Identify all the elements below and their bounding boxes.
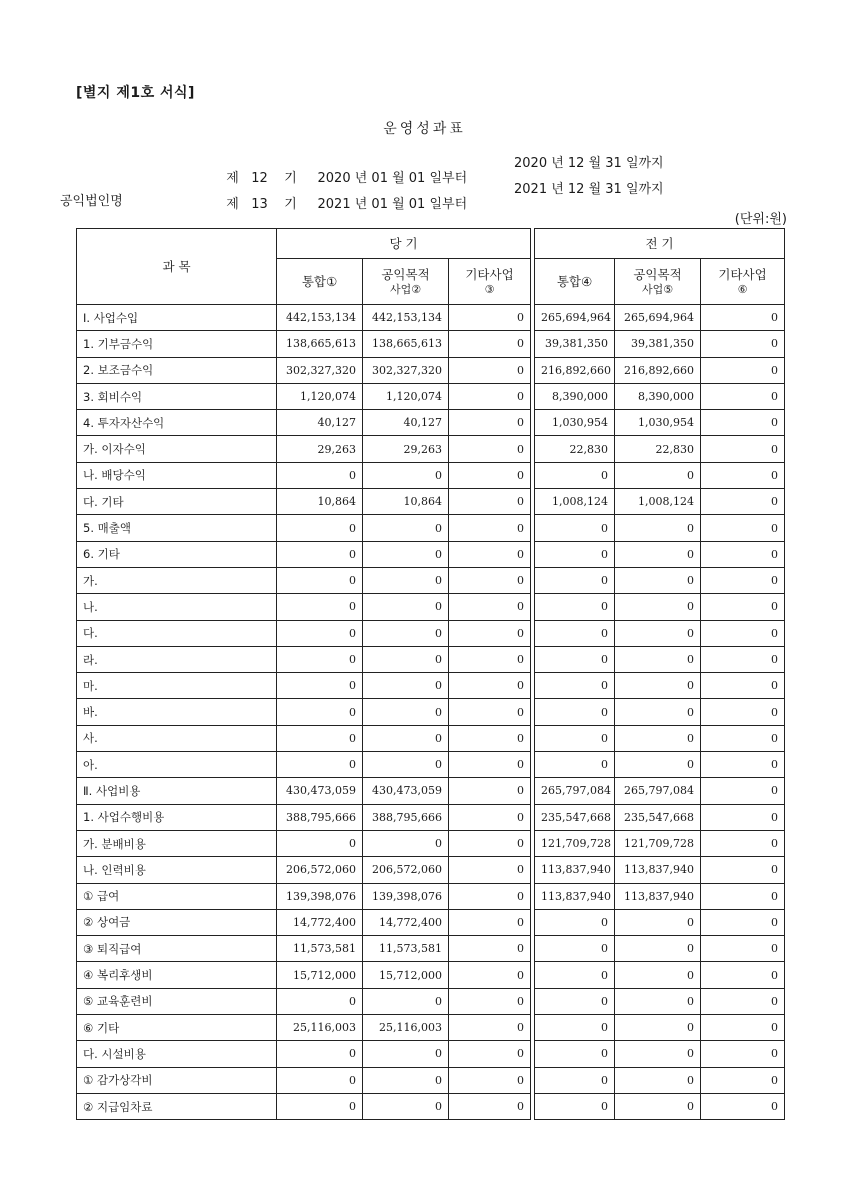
value-cell: 0 <box>277 673 363 699</box>
value-cell: 0 <box>449 857 531 883</box>
value-cell: 0 <box>615 1015 701 1041</box>
value-cell: 0 <box>449 331 531 357</box>
value-cell: 206,572,060 <box>363 857 449 883</box>
value-cell: 0 <box>535 646 615 672</box>
value-cell: 0 <box>535 909 615 935</box>
header-total-previous <box>535 259 615 305</box>
value-cell: 0 <box>701 909 785 935</box>
value-cell: 0 <box>535 1067 615 1093</box>
document-title: 운영성과표 <box>383 121 466 137</box>
value-cell: 0 <box>615 541 701 567</box>
value-cell: 0 <box>363 725 449 751</box>
value-cell: 216,892,660 <box>615 357 701 383</box>
value-cell: 14,772,400 <box>277 909 363 935</box>
table-row <box>77 462 785 488</box>
value-cell: 0 <box>701 594 785 620</box>
row-label: 4. 투자자산수익 <box>77 410 277 436</box>
value-cell: 0 <box>449 909 531 935</box>
row-label: ④ 복리후생비 <box>77 962 277 988</box>
value-cell: 1,120,074 <box>277 383 363 409</box>
row-label: 가. <box>77 567 277 593</box>
value-cell: 0 <box>449 436 531 462</box>
value-cell: 0 <box>277 462 363 488</box>
value-cell: 15,712,000 <box>277 962 363 988</box>
row-label: 5. 매출액 <box>77 515 277 541</box>
value-cell: 0 <box>449 462 531 488</box>
value-cell: 0 <box>701 988 785 1014</box>
value-cell: 0 <box>701 936 785 962</box>
value-cell: 0 <box>277 541 363 567</box>
value-cell: 0 <box>701 515 785 541</box>
value-cell: 0 <box>701 357 785 383</box>
row-label: ② 상여금 <box>77 909 277 935</box>
value-cell: 0 <box>535 1041 615 1067</box>
row-label: Ⅱ. 사업비용 <box>77 778 277 804</box>
header-col-main: 공익목적 <box>381 266 430 282</box>
value-cell: 0 <box>449 988 531 1014</box>
value-cell: 0 <box>449 936 531 962</box>
value-cell: 0 <box>363 699 449 725</box>
value-cell: 0 <box>449 752 531 778</box>
value-cell: 235,547,668 <box>615 804 701 830</box>
period-previous-end: 2021 년 12 월 31 일까지 <box>514 182 664 197</box>
row-label: 다. 기타 <box>77 489 277 515</box>
value-cell: 1,030,954 <box>535 410 615 436</box>
header-col-main: 기타사업 <box>718 266 767 282</box>
header-col-main: 통합④ <box>556 274 593 289</box>
value-cell: 29,263 <box>277 436 363 462</box>
value-cell: 40,127 <box>363 410 449 436</box>
table-row <box>77 752 785 778</box>
value-cell: 206,572,060 <box>277 857 363 883</box>
value-cell: 113,837,940 <box>535 883 615 909</box>
value-cell: 22,830 <box>615 436 701 462</box>
value-cell: 0 <box>701 699 785 725</box>
table-row <box>77 830 785 856</box>
table-row <box>77 646 785 672</box>
value-cell: 0 <box>535 936 615 962</box>
header-col-main: 공익목적 <box>633 266 682 282</box>
value-cell: 0 <box>363 752 449 778</box>
value-cell: 0 <box>449 410 531 436</box>
value-cell: 8,390,000 <box>615 383 701 409</box>
value-cell: 0 <box>701 541 785 567</box>
value-cell: 0 <box>449 383 531 409</box>
table-row <box>77 331 785 357</box>
value-cell: 0 <box>615 752 701 778</box>
value-cell: 0 <box>363 1093 449 1119</box>
header-current-period: 당 기 <box>277 229 531 259</box>
value-cell: 0 <box>535 699 615 725</box>
row-label: 사. <box>77 725 277 751</box>
row-label: 라. <box>77 646 277 672</box>
period-current-end: 2020 년 12 월 31 일까지 <box>514 156 664 171</box>
value-cell: 0 <box>363 541 449 567</box>
value-cell: 302,327,320 <box>277 357 363 383</box>
value-cell: 0 <box>615 567 701 593</box>
value-cell: 0 <box>363 1067 449 1093</box>
row-label: 가. 분배비용 <box>77 830 277 856</box>
value-cell: 0 <box>615 909 701 935</box>
table-row <box>77 883 785 909</box>
header-total-current <box>277 259 363 305</box>
header-col-main: 통합① <box>301 274 338 289</box>
value-cell: 0 <box>449 489 531 515</box>
value-cell: 0 <box>277 515 363 541</box>
row-label: 1. 기부금수익 <box>77 331 277 357</box>
value-cell: 0 <box>449 830 531 856</box>
value-cell: 113,837,940 <box>535 857 615 883</box>
header-other-previous <box>701 259 785 305</box>
value-cell: 0 <box>701 804 785 830</box>
row-label: ⑤ 교육훈련비 <box>77 988 277 1014</box>
row-label: 2. 보조금수익 <box>77 357 277 383</box>
value-cell: 0 <box>363 462 449 488</box>
table-row <box>77 804 785 830</box>
value-cell: 216,892,660 <box>535 357 615 383</box>
value-cell: 0 <box>615 1041 701 1067</box>
value-cell: 0 <box>277 1067 363 1093</box>
value-cell: 0 <box>701 857 785 883</box>
table-row <box>77 383 785 409</box>
value-cell: 388,795,666 <box>277 804 363 830</box>
header-col-sub: 사업⑤ <box>641 282 674 296</box>
value-cell: 302,327,320 <box>363 357 449 383</box>
operating-results-table <box>76 228 785 1120</box>
value-cell: 0 <box>449 883 531 909</box>
value-cell: 0 <box>535 962 615 988</box>
value-cell: 0 <box>277 594 363 620</box>
value-cell: 0 <box>615 646 701 672</box>
value-cell: 40,127 <box>277 410 363 436</box>
value-cell: 0 <box>535 462 615 488</box>
value-cell: 0 <box>535 515 615 541</box>
value-cell: 0 <box>277 1093 363 1119</box>
value-cell: 0 <box>701 462 785 488</box>
value-cell: 235,547,668 <box>535 804 615 830</box>
value-cell: 0 <box>701 1015 785 1041</box>
value-cell: 0 <box>535 673 615 699</box>
value-cell: 0 <box>363 830 449 856</box>
header-col-main: 기타사업 <box>465 266 514 282</box>
value-cell: 0 <box>701 1093 785 1119</box>
value-cell: 0 <box>363 620 449 646</box>
value-cell: 0 <box>701 646 785 672</box>
value-cell: 0 <box>363 1041 449 1067</box>
value-cell: 0 <box>449 1015 531 1041</box>
value-cell: 0 <box>449 567 531 593</box>
header-public-previous <box>615 259 701 305</box>
value-cell: 0 <box>701 305 785 331</box>
row-label: ③ 퇴직급여 <box>77 936 277 962</box>
table-row <box>77 778 785 804</box>
value-cell: 0 <box>615 962 701 988</box>
value-cell: 138,665,613 <box>277 331 363 357</box>
value-cell: 0 <box>615 699 701 725</box>
row-label: 다. 시설비용 <box>77 1041 277 1067</box>
value-cell: 0 <box>615 725 701 751</box>
table-row <box>77 515 785 541</box>
value-cell: 22,830 <box>535 436 615 462</box>
value-cell: 11,573,581 <box>363 936 449 962</box>
value-cell: 0 <box>701 410 785 436</box>
value-cell: 0 <box>363 646 449 672</box>
table-row <box>77 673 785 699</box>
row-label: ⑥ 기타 <box>77 1015 277 1041</box>
value-cell: 0 <box>701 752 785 778</box>
table-row <box>77 436 785 462</box>
value-cell: 0 <box>701 1041 785 1067</box>
table-row <box>77 699 785 725</box>
row-label: ① 급여 <box>77 883 277 909</box>
row-label: 3. 회비수익 <box>77 383 277 409</box>
row-label: ② 지급임차료 <box>77 1093 277 1119</box>
value-cell: 0 <box>615 988 701 1014</box>
header-other-current <box>449 259 531 305</box>
value-cell: 0 <box>277 699 363 725</box>
table-row <box>77 489 785 515</box>
table-row <box>77 909 785 935</box>
form-label: [별지 제1호 서식] <box>76 85 195 101</box>
value-cell: 0 <box>449 305 531 331</box>
row-label: 나. 배당수익 <box>77 462 277 488</box>
value-cell: 39,381,350 <box>535 331 615 357</box>
value-cell: 265,797,084 <box>615 778 701 804</box>
value-cell: 0 <box>615 462 701 488</box>
value-cell: 0 <box>363 594 449 620</box>
value-cell: 10,864 <box>363 489 449 515</box>
table-row <box>77 936 785 962</box>
value-cell: 265,694,964 <box>615 305 701 331</box>
value-cell: 15,712,000 <box>363 962 449 988</box>
value-cell: 0 <box>535 594 615 620</box>
value-cell: 0 <box>535 541 615 567</box>
value-cell: 0 <box>449 1067 531 1093</box>
value-cell: 113,837,940 <box>615 883 701 909</box>
value-cell: 0 <box>615 936 701 962</box>
value-cell: 0 <box>449 725 531 751</box>
table-row <box>77 594 785 620</box>
unit-label: (단위:원) <box>734 212 787 227</box>
value-cell: 430,473,059 <box>277 778 363 804</box>
row-label: 바. <box>77 699 277 725</box>
value-cell: 0 <box>363 988 449 1014</box>
table-row <box>77 725 785 751</box>
value-cell: 0 <box>363 567 449 593</box>
value-cell: 0 <box>277 988 363 1014</box>
value-cell: 0 <box>449 1041 531 1067</box>
value-cell: 0 <box>615 673 701 699</box>
value-cell: 29,263 <box>363 436 449 462</box>
value-cell: 0 <box>277 752 363 778</box>
value-cell: 0 <box>535 567 615 593</box>
value-cell: 0 <box>535 1093 615 1119</box>
value-cell: 0 <box>449 1093 531 1119</box>
header-previous-period: 전 기 <box>535 229 785 259</box>
value-cell: 0 <box>615 620 701 646</box>
header-subject: 과 목 <box>77 229 277 305</box>
value-cell: 121,709,728 <box>535 830 615 856</box>
value-cell: 0 <box>277 620 363 646</box>
value-cell: 39,381,350 <box>615 331 701 357</box>
row-label: ① 감가상각비 <box>77 1067 277 1093</box>
value-cell: 0 <box>535 752 615 778</box>
value-cell: 0 <box>449 646 531 672</box>
table-row <box>77 541 785 567</box>
row-label: Ⅰ. 사업수입 <box>77 305 277 331</box>
value-cell: 0 <box>701 620 785 646</box>
value-cell: 0 <box>535 988 615 1014</box>
value-cell: 0 <box>277 646 363 672</box>
value-cell: 0 <box>277 1041 363 1067</box>
value-cell: 0 <box>615 1093 701 1119</box>
row-label: 가. 이자수익 <box>77 436 277 462</box>
value-cell: 388,795,666 <box>363 804 449 830</box>
value-cell: 1,120,074 <box>363 383 449 409</box>
value-cell: 0 <box>701 331 785 357</box>
value-cell: 0 <box>701 830 785 856</box>
table-row <box>77 1015 785 1041</box>
value-cell: 113,837,940 <box>615 857 701 883</box>
value-cell: 1,008,124 <box>535 489 615 515</box>
value-cell: 8,390,000 <box>535 383 615 409</box>
table-row <box>77 567 785 593</box>
period-previous-line <box>218 178 664 227</box>
value-cell: 0 <box>615 515 701 541</box>
row-label: 다. <box>77 620 277 646</box>
value-cell: 0 <box>449 620 531 646</box>
value-cell: 121,709,728 <box>615 830 701 856</box>
value-cell: 0 <box>449 962 531 988</box>
value-cell: 25,116,003 <box>363 1015 449 1041</box>
value-cell: 0 <box>615 1067 701 1093</box>
value-cell: 0 <box>615 594 701 620</box>
entity-name-label: 공익법인명 <box>60 194 123 209</box>
value-cell: 14,772,400 <box>363 909 449 935</box>
value-cell: 0 <box>277 725 363 751</box>
value-cell: 0 <box>449 357 531 383</box>
table-row <box>77 305 785 331</box>
value-cell: 0 <box>535 725 615 751</box>
value-cell: 0 <box>701 489 785 515</box>
value-cell: 0 <box>701 883 785 909</box>
value-cell: 0 <box>701 383 785 409</box>
value-cell: 1,008,124 <box>615 489 701 515</box>
table-row <box>77 410 785 436</box>
value-cell: 0 <box>701 725 785 751</box>
row-label: 아. <box>77 752 277 778</box>
value-cell: 0 <box>701 436 785 462</box>
value-cell: 265,694,964 <box>535 305 615 331</box>
value-cell: 0 <box>701 962 785 988</box>
table-row <box>77 1093 785 1119</box>
value-cell: 0 <box>535 1015 615 1041</box>
value-cell: 0 <box>363 515 449 541</box>
value-cell: 0 <box>535 620 615 646</box>
value-cell: 0 <box>449 515 531 541</box>
value-cell: 442,153,134 <box>277 305 363 331</box>
value-cell: 0 <box>701 1067 785 1093</box>
value-cell: 139,398,076 <box>277 883 363 909</box>
value-cell: 430,473,059 <box>363 778 449 804</box>
table-row <box>77 620 785 646</box>
header-public-current <box>363 259 449 305</box>
value-cell: 10,864 <box>277 489 363 515</box>
header-col-sub: ⑥ <box>737 282 748 296</box>
row-label: 마. <box>77 673 277 699</box>
value-cell: 11,573,581 <box>277 936 363 962</box>
value-cell: 0 <box>449 804 531 830</box>
value-cell: 0 <box>449 699 531 725</box>
value-cell: 265,797,084 <box>535 778 615 804</box>
value-cell: 138,665,613 <box>363 331 449 357</box>
value-cell: 0 <box>701 673 785 699</box>
period-current-start: 제 12 기 2020 년 01 월 01 일부터 <box>226 171 468 186</box>
period-previous-start: 제 13 기 2021 년 01 월 01 일부터 <box>226 197 468 212</box>
value-cell: 442,153,134 <box>363 305 449 331</box>
value-cell: 0 <box>449 594 531 620</box>
header-col-sub: ③ <box>484 282 495 296</box>
row-label: 6. 기타 <box>77 541 277 567</box>
table-row <box>77 988 785 1014</box>
row-label: 나. <box>77 594 277 620</box>
table-row <box>77 1067 785 1093</box>
value-cell: 0 <box>277 567 363 593</box>
value-cell: 0 <box>701 567 785 593</box>
header-col-sub: 사업② <box>389 282 422 296</box>
table-row <box>77 1041 785 1067</box>
value-cell: 0 <box>277 830 363 856</box>
value-cell: 139,398,076 <box>363 883 449 909</box>
value-cell: 0 <box>449 778 531 804</box>
value-cell: 0 <box>363 673 449 699</box>
value-cell: 0 <box>449 673 531 699</box>
table-row <box>77 962 785 988</box>
row-label: 1. 사업수행비용 <box>77 804 277 830</box>
value-cell: 0 <box>449 541 531 567</box>
value-cell: 0 <box>701 778 785 804</box>
row-label: 나. 인력비용 <box>77 857 277 883</box>
table-row <box>77 357 785 383</box>
value-cell: 1,030,954 <box>615 410 701 436</box>
value-cell: 25,116,003 <box>277 1015 363 1041</box>
table-row <box>77 857 785 883</box>
